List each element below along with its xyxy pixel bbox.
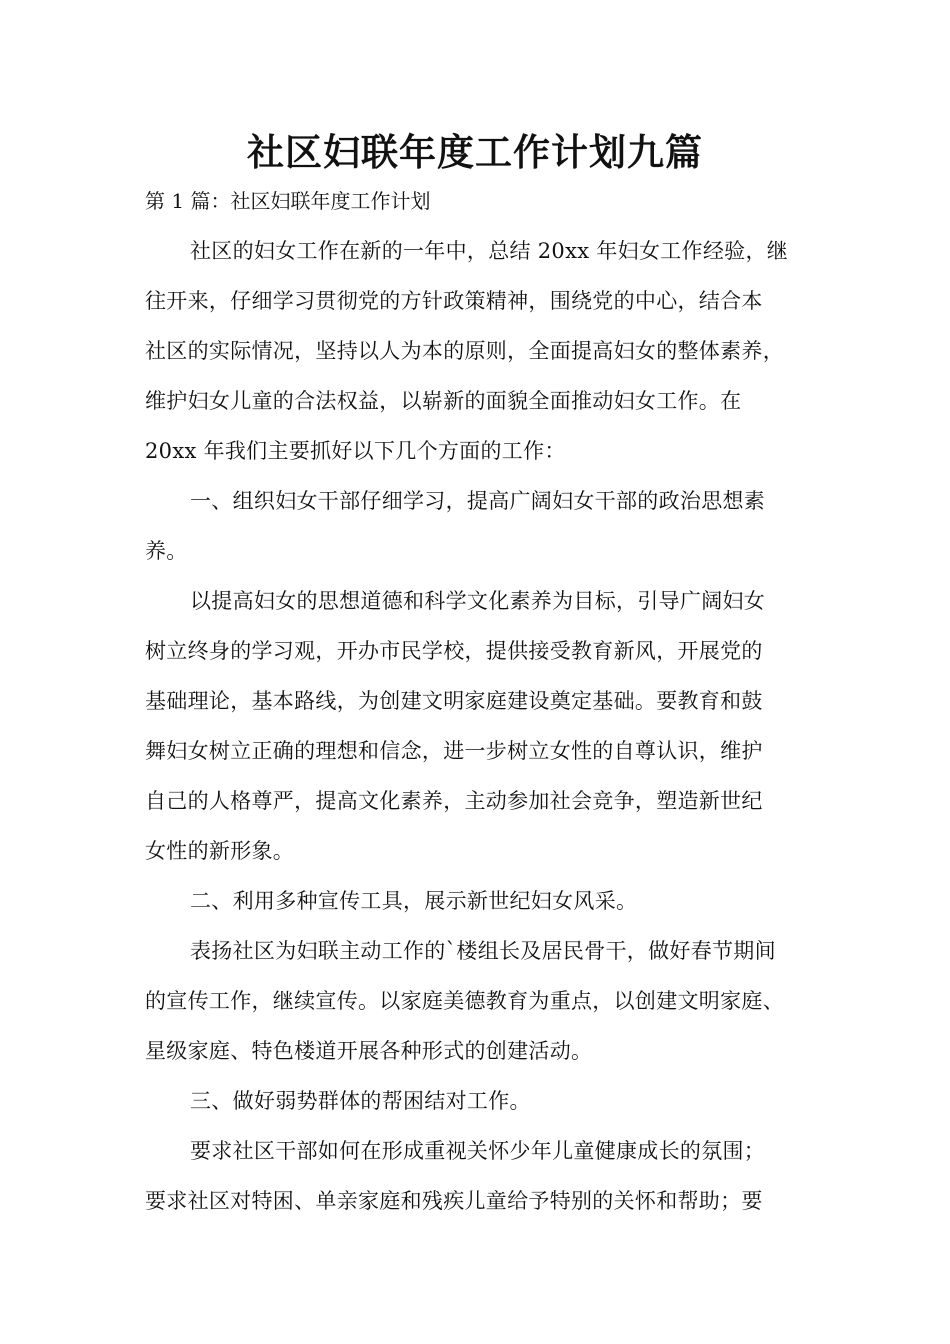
- body-line: 社区的实际情况，坚持以人为本的原则，全面提高妇女的整体素养，: [145, 339, 784, 363]
- body-line: 社区的妇女工作在新的一年中，总结 20xx 年妇女工作经验，继: [190, 239, 789, 263]
- body-line: 自己的人格尊严，提高文化素养，主动参加社会竞争，塑造新世纪: [145, 789, 763, 813]
- body-line: 20xx 年我们主要抓好以下几个方面的工作：: [145, 439, 566, 463]
- document-title: 社区妇联年度工作计划九篇: [247, 131, 703, 174]
- body-line: 的宣传工作，继续宣传。以家庭美德教育为重点，以创建文明家庭、: [145, 989, 784, 1013]
- section-heading: 三、做好弱势群体的帮困结对工作。: [190, 1089, 531, 1113]
- body-line: 要求社区对特困、单亲家庭和残疾儿童给予特别的关怀和帮助；要: [145, 1189, 763, 1213]
- body-line: 星级家庭、特色楼道开展各种形式的创建活动。: [145, 1039, 593, 1063]
- body-line: 基础理论，基本路线，为创建文明家庭建设奠定基础。要教育和鼓: [145, 689, 763, 713]
- section-subtitle: 第 1 篇：社区妇联年度工作计划: [145, 189, 431, 213]
- body-line: 表扬社区为妇联主动工作的`楼组长及居民骨干，做好春节期间: [190, 939, 776, 963]
- body-line: 以提高妇女的思想道德和科学文化素养为目标，引导广阔妇女: [190, 589, 766, 613]
- body-line: 养。: [145, 539, 188, 563]
- body-line: 舞妇女树立正确的理想和信念，进一步树立女性的自尊认识，维护: [145, 739, 763, 763]
- body-line: 往开来，仔细学习贯彻党的方针政策精神，围绕党的中心，结合本: [145, 289, 763, 313]
- body-line: 女性的新形象。: [145, 839, 295, 863]
- body-line: 维护妇女儿童的合法权益，以崭新的面貌全面推动妇女工作。在: [145, 389, 742, 413]
- section-heading: 一、组织妇女干部仔细学习，提高广阔妇女干部的政治思想素: [190, 489, 766, 513]
- body-line: 树立终身的学习观，开办市民学校，提供接受教育新风，开展党的: [145, 639, 763, 663]
- body-line: 要求社区干部如何在形成重视关怀少年儿童健康成长的氛围；: [190, 1139, 766, 1163]
- section-heading: 二、利用多种宣传工具，展示新世纪妇女风采。: [190, 889, 638, 913]
